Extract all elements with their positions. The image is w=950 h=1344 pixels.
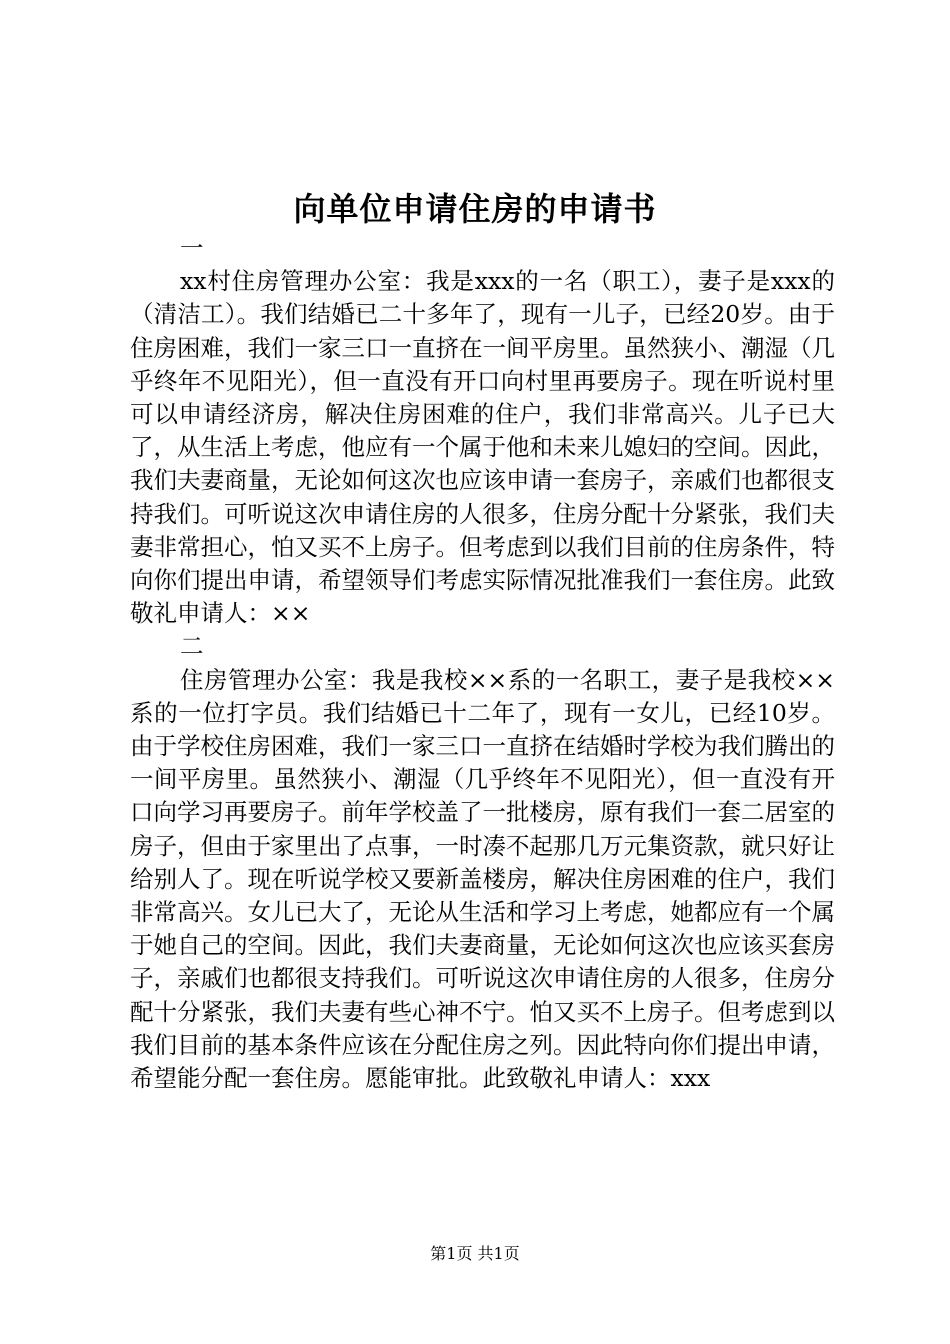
section-number-1: 一 [180, 234, 204, 262]
section-paragraph-2: 住房管理办公室：我是我校××系的一名职工，妻子是我校××系的一位打字员。我们结婚已十二年了，现有一女儿，已经10岁。由于学校住房困难，我们一家三口一直挤在结婚时学校为我们腾出的一间平房里。虽然狭小、潮湿（几乎终年不见阳光），但一直没有开口向学习再要房子。前年学校盖了一批楼房，原有我们一套二居室的房子，但由于家里出了点事，一时凑不起那几万元集资款，就只好让给别人了。现在听说学校又要新盖楼房，解决住房困难的住户，我们非常高兴。女儿已大了，无论从生活和学习上考虑，她都应有一个属于她自己的空间。因此，我们夫妻商量，无论如何这次也应该买套房子，亲戚们也都很支持我们。可听说这次申请住房的人很多，住房分配十分紧张，我们夫妻有些心神不宁。怕又买不上房子。但考虑到以我们目前的基本条件应该在分配住房之列。因此特向你们提出申请，希望能分配一套住房。愿能审批。此致敬礼申请人：xxx [130, 665, 835, 1093]
page-footer: 第1页 共1页 [430, 1244, 520, 1263]
section-number-2: 二 [180, 632, 204, 661]
document-title: 向单位申请住房的申请书 [293, 190, 657, 228]
section-paragraph-1: xx村住房管理办公室：我是xxx的一名（职工），妻子是xxx的（清洁工）。我们结婚已二十多年了，现有一儿子，已经20岁。由于住房困难，我们一家三口一直挤在一间平房里。虽然狭小、潮湿（几乎终年不见阳光），但一直没有开口向村里再要房子。现在听说村里可以申请经济房，解决住房困难的住户，我们非常高兴。儿子已大了，从生活上考虑，他应有一个属于他和未来儿媳妇的空间。因此，我们夫妻商量，无论如何这次也应该申请一套房子，亲戚们也都很支持我们。可听说这次申请住房的人很多，住房分配十分紧张，我们夫妻非常担心，怕又买不上房子。但考虑到以我们目前的住房条件，特向你们提出申请，希望领导们考虑实际情况批准我们一套住房。此致敬礼申请人：×× [130, 267, 835, 628]
document-body [130, 232, 835, 1095]
